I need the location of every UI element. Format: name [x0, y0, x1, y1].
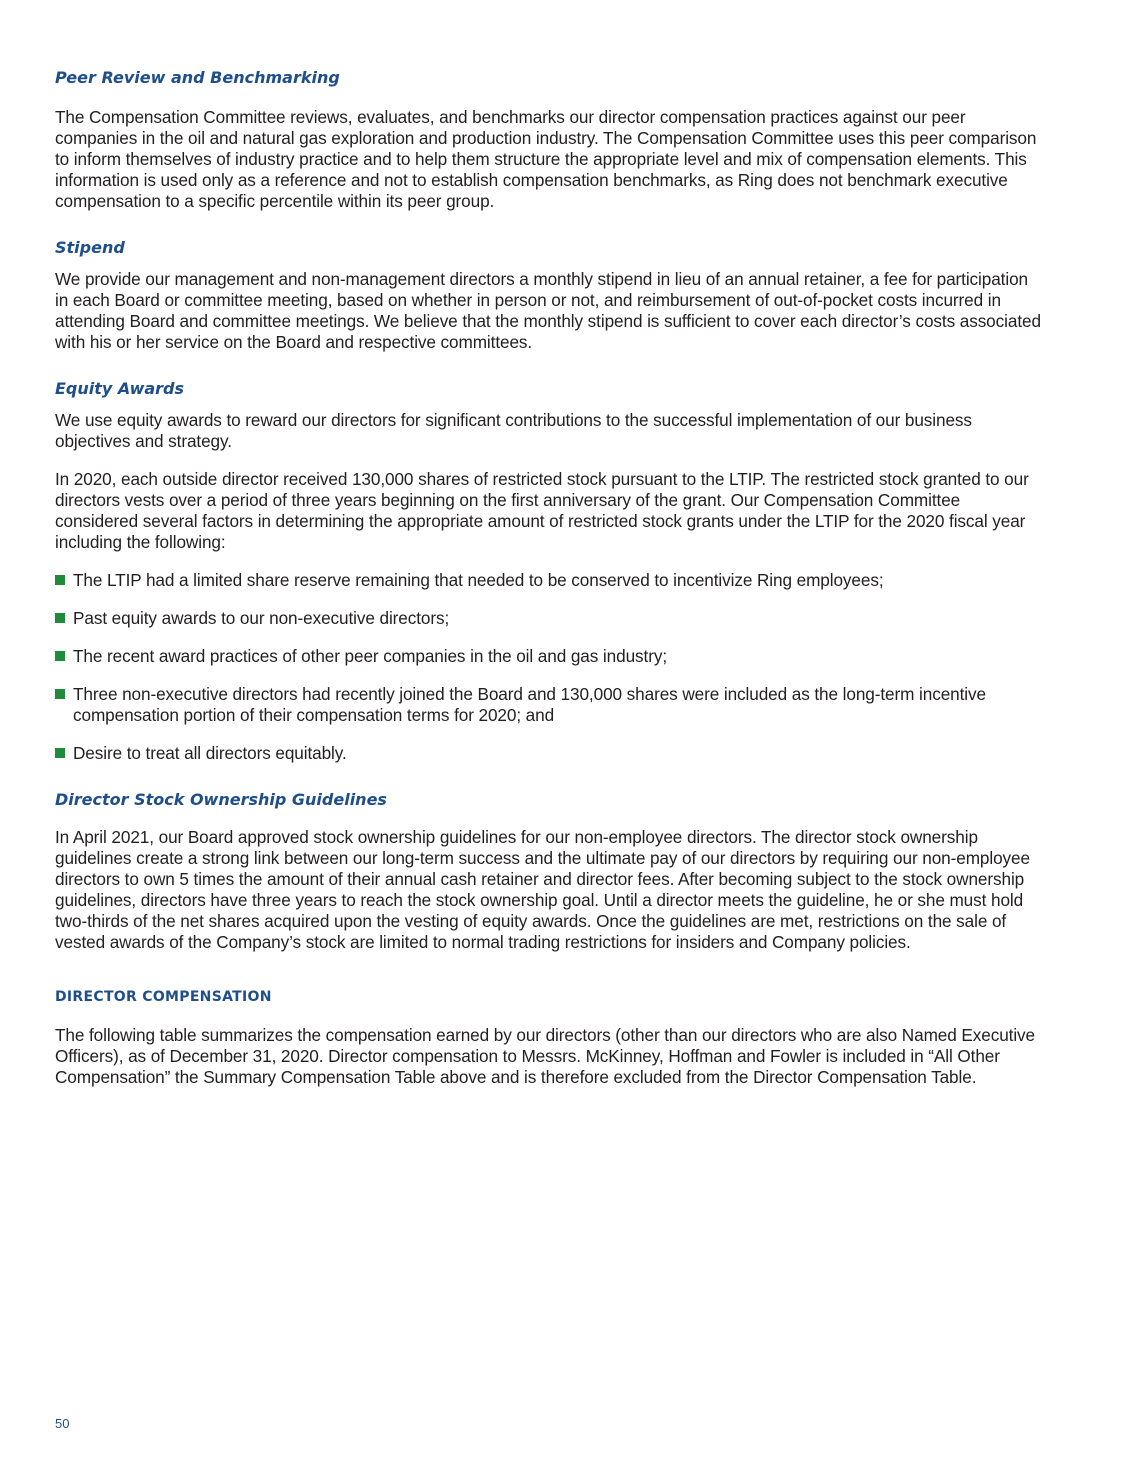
square-bullet-icon: [55, 689, 65, 699]
equity-factors-list: [55, 570, 1045, 764]
square-bullet-icon: [55, 651, 65, 661]
equity-awards-paragraph-1: We use equity awards to reward our directors for significant contributions to the successful implementation of our business objectives and strategy.: [55, 410, 972, 451]
document-page: [55, 68, 1045, 1088]
list-item-text: Past equity awards to our non-executive directors;: [73, 608, 450, 628]
equity-awards-paragraph-2: In 2020, each outside director received 130,000 shares of restricted stock pursuant to the LTIP. The restricted stock granted to our directors vests over a period of three years beginning on the first anniversary of the grant. Our Compensation Committee considered several factors in determining the appropriate amount of restricted stock grants under the LTIP for the 2020 fiscal year including the following:: [55, 469, 1029, 552]
stock-ownership-heading: Director Stock Ownership Guidelines: [55, 790, 387, 809]
list-item-text: The LTIP had a limited share reserve remaining that needed to be conserved to incentivize Ring employees;: [73, 570, 884, 590]
director-compensation-heading: DIRECTOR COMPENSATION: [55, 989, 272, 1005]
peer-review-paragraph: The Compensation Committee reviews, evaluates, and benchmarks our director compensation practices against our peer companies in the oil and natural gas exploration and production industry. The Compensation Committee uses this peer comparison to inform themselves of industry practice and to help them structure the appropriate level and mix of compensation elements. This information is used only as a reference and not to establish compensation benchmarks, as Ring does not benchmark executive compensation to a specific percentile within its peer group.: [55, 107, 1037, 211]
equity-awards-heading: Equity Awards: [55, 379, 185, 398]
square-bullet-icon: [55, 748, 65, 758]
peer-review-heading: Peer Review and Benchmarking: [55, 68, 340, 87]
stock-ownership-paragraph: In April 2021, our Board approved stock ownership guidelines for our non-employee directors. The director stock ownership guidelines create a strong link between our long-term success and the ultimate pay of our directors by requiring our non-employee directors to own 5 times the amount of their annual cash retainer and director fees. After becoming subject to the stock ownership guidelines, directors have three years to reach the stock ownership goal. Until a director meets the guideline, he or she must hold two-thirds of the net shares acquired upon the vesting of equity awards. Once the guidelines are met, restrictions on the sale of vested awards of the Company’s stock are limited to normal trading restrictions for insiders and Company policies.: [55, 827, 1030, 952]
list-item-text: The recent award practices of other peer companies in the oil and gas industry;: [73, 646, 667, 666]
list-item: [55, 684, 1045, 726]
list-item: [55, 646, 1045, 667]
list-item: [55, 608, 1045, 629]
director-compensation-paragraph: The following table summarizes the compensation earned by our directors (other than our directors who are also Named Executive Officers), as of December 31, 2020. Director compensation to Messrs. McKinney, Hoffman and Fowler is included in “All Other Compensation” the Summary Compensation Table above and is therefore excluded from the Director Compensation Table.: [55, 1025, 1035, 1087]
square-bullet-icon: [55, 575, 65, 585]
stipend-paragraph: We provide our management and non-management directors a monthly stipend in lieu of an annual retainer, a fee for participation in each Board or committee meeting, based on whether in person or not, and reimbursement of out-of-pocket costs incurred in attending Board and committee meetings. We believe that the monthly stipend is sufficient to cover each director’s costs associated with his or her service on the Board and respective committees.: [55, 269, 1041, 352]
list-item: [55, 743, 1045, 764]
square-bullet-icon: [55, 613, 65, 623]
list-item: [55, 570, 1045, 591]
list-item-text: Three non-executive directors had recently joined the Board and 130,000 shares were included as the long-term incentive compensation portion of their compensation terms for 2020; and: [73, 684, 986, 725]
list-item-text: Desire to treat all directors equitably.: [73, 743, 347, 763]
page-number: 50: [55, 1416, 70, 1431]
stipend-heading: Stipend: [55, 238, 125, 257]
